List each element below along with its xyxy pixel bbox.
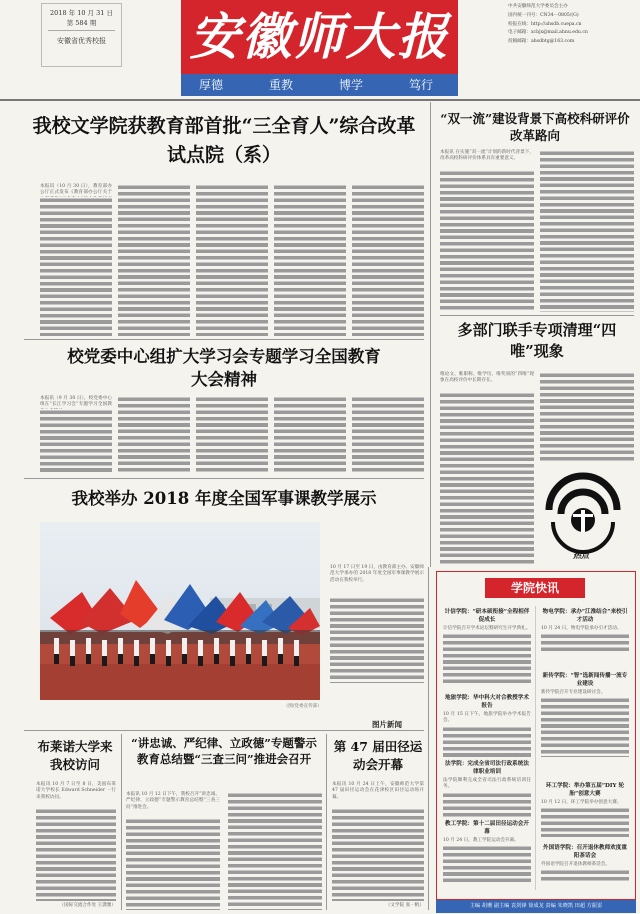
lead-body <box>40 184 424 336</box>
motto-3: 博学 <box>339 78 364 92</box>
first-class-headline: “双一流”建设背景下高校科研评价改革路向 <box>440 111 630 143</box>
quick-news-item-text: 计信学院召开学术论坛暨研究生开学典礼。 <box>443 626 531 631</box>
quick-news-item-headline: 地旅学院：华中科大对合教授学术报告 <box>445 695 529 709</box>
issue-number: 第 584 期 <box>66 19 97 27</box>
lead-headline: 我校文学院获教育部首批“三全育人”综合改革试点院（系） <box>32 115 416 166</box>
footer-credits: 主编 胡珊 副主编 袁剑锋 徐成龙 责编 朱晓凯 田超 方振雷 <box>469 903 603 909</box>
quick-news-item-text: 外国语学院召开退休教师茶话会。 <box>541 862 610 867</box>
parade-photo-illustration <box>40 522 320 700</box>
hotspot-label: 热点 <box>573 550 589 560</box>
congress-body <box>40 396 424 472</box>
quick-news-item-headline: 教工学院：第十二届田径运动会开幕 <box>445 821 529 835</box>
quick-news-item <box>443 820 531 885</box>
quick-news-item-headline: 环工学院：举办第五届“DIY 轮胎”创意大赛 <box>545 783 625 797</box>
quick-news-item-text: 新传学院召开专业建设研讨会。 <box>541 690 606 695</box>
discipline-body <box>126 792 322 910</box>
sports-headline: 第 47 届田径运动会开幕 <box>333 739 423 772</box>
quick-news-header <box>485 578 585 598</box>
schneider-intro: 本报讯 10 月 7 日至 8 日，美国布莱诺大学校长 Edward Schneider 一行来我校访问。 <box>36 782 116 800</box>
first-class-body <box>440 150 634 312</box>
quick-news-box <box>436 571 636 900</box>
info-line: 校报在线：http://ahsdb.cuepa.cn <box>508 21 582 27</box>
quick-news-item <box>541 672 629 757</box>
schneider-source: （国际交流合作处 王潇雅） <box>59 903 116 908</box>
issue-box <box>41 3 122 67</box>
quick-news-item-headline: 法学院：完成全省司法行政系统法律职业培训 <box>445 761 529 775</box>
quick-news-item <box>541 608 629 651</box>
quick-news-item <box>443 760 531 818</box>
quick-news-item-text: 10 月 24 日，物电学院承办引才活动。 <box>541 626 622 631</box>
sports-source: （文学院 张一帆） <box>385 903 424 908</box>
quick-news-title: 学院快讯 <box>510 581 559 595</box>
quick-news-item-text: 10 月 15 日下午，地旅学院举办学术报告会。 <box>443 712 531 724</box>
motto-2: 重教 <box>269 78 294 92</box>
quick-news-item-headline: 新传学院：“智”选新闻传播一流专业建设 <box>542 673 628 687</box>
hotspot-logo <box>543 470 623 564</box>
discipline-intro: 本报讯 10 月 12 日下午，我校召开“讲忠诚、严纪律、立政德”专题警示教育总结暨“三查三问”推进会。 <box>126 792 220 810</box>
quick-news-item <box>541 844 629 883</box>
schneider-headline: 布莱诺大学来我校访问 <box>37 739 113 772</box>
quick-news-item-headline: 外国语学院：召开退休教师欢度重阳茶话会 <box>543 845 627 859</box>
info-line: 中共安徽师范大学委员会主办 <box>508 4 568 9</box>
motto-4: 笃行 <box>409 78 434 92</box>
masthead-info <box>508 3 638 47</box>
military-headline: 我校举办 2018 年度全国军事课教学展示 <box>71 489 377 508</box>
motto-bar <box>181 74 458 96</box>
first-class-intro: 本报讯 在实施“双一流”计划的新时代背景下，改革高校科研评价体系具有重要意义。 <box>440 150 534 162</box>
clean-up-headline: 多部门联手专项清理“四唯”现象 <box>457 321 617 360</box>
military-intro: 10 月 17 日至 19 日，由教育部主办、安徽师范大学承办的 2018 年度全国军事课教学展示活动在我校举行。 <box>330 565 424 583</box>
info-line: 投稿邮箱：ahsdbtg@163.com <box>508 39 575 45</box>
quick-news-item-headline: 计信学院：“研本硕衔接”全程相伴促成长 <box>444 609 530 623</box>
masthead-title: 安徽师大报 <box>189 7 450 66</box>
photo-news-label: 图片新闻 <box>372 720 402 729</box>
quick-news-item-headline: 物电学院：承办“江淮结合”来校引才活动 <box>542 609 628 623</box>
quick-news-item <box>443 694 531 758</box>
congress-headline: 校党委中心组扩大学习会专题学习全国教育大会精神 <box>67 347 381 389</box>
congress-intro: 本报讯（9 月 30 日），校党委中心组在“长江学习会”专题学习全国教 <box>40 396 112 408</box>
sports-intro: 本报讯 10 月 24 日上午，安徽师范大学第 47 届田径运动会在花津校区田径运动场开幕。 <box>332 782 424 800</box>
issue-honor: 安徽省优秀校报 <box>57 37 106 45</box>
quick-news-item-text: 法学院顺利完成全省司法行政系统培训任务。 <box>443 778 531 790</box>
military-body <box>330 565 424 715</box>
footer-credits-bar <box>436 900 636 913</box>
sports-body <box>332 782 424 910</box>
quick-news-item <box>443 608 531 685</box>
clean-up-intro: 唯论文、唯职称、唯学历、唯奖项的“四唯”现象在高校评价中长期存在。 <box>440 372 534 384</box>
lead-intro: 本报讯（10 月 30 日），教育部办公厅正式发布《教育部办公厅关于 <box>40 184 112 196</box>
quick-news-item-text: 10 月 12 日，环工学院举办创意大赛。 <box>541 800 622 805</box>
info-line: 电子邮箱：xcbjx@mail.ahnu.edu.cn <box>508 30 588 36</box>
discipline-headline: “讲忠诚、严纪律、立政德”专题警示教育总结暨“三查三问”推进会召开 <box>131 736 317 766</box>
photo-caption: （图/党委宣传部） <box>283 704 322 709</box>
wifi-signal-icon <box>543 470 623 550</box>
info-line: 国内统一刊号：CN34－0805/(G) <box>508 12 579 18</box>
schneider-body <box>36 782 116 910</box>
quick-news-item <box>541 782 629 837</box>
quick-news-item-text: 10 月 24 日，教工学院运动会开幕。 <box>443 838 519 843</box>
military-photo <box>40 522 320 700</box>
masthead <box>0 0 640 96</box>
motto-1: 厚德 <box>199 78 224 92</box>
issue-date: 2018 年 10 月 31 日 <box>50 9 113 17</box>
